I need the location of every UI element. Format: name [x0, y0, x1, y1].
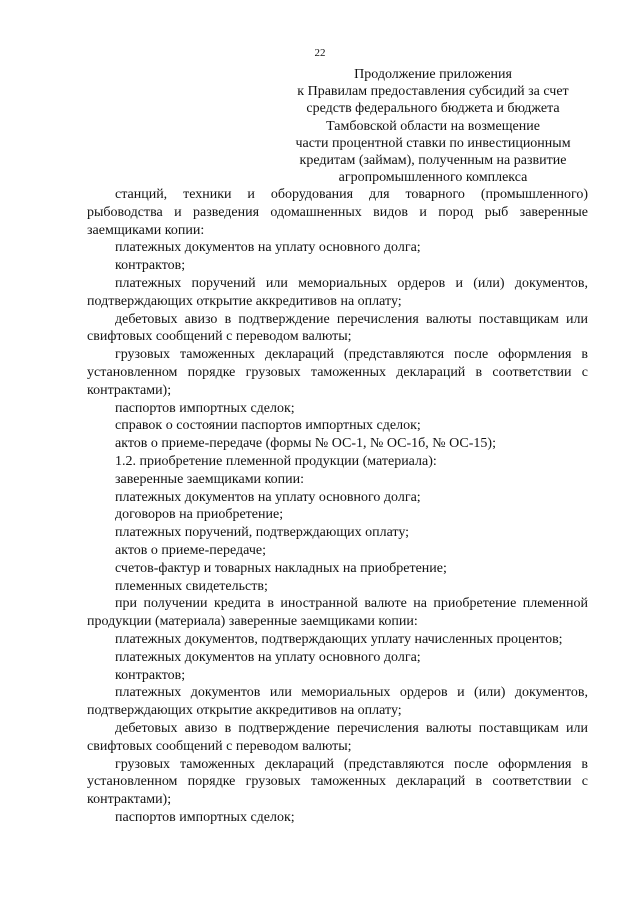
body-paragraph: грузовых таможенных деклараций (представляются после оформления в установленном порядке грузовых таможенных деклараций в соответствии с контрактами); — [87, 347, 588, 398]
body-paragraph: паспортов импортных сделок; — [115, 400, 295, 416]
body-paragraph: дебетовых авизо в подтверждение перечисления валюты поставщикам или свифтовых сообщений с переводом валюты; — [87, 720, 588, 754]
body-paragraph: 1.2. приобретение племенной продукции (материала): — [115, 453, 437, 469]
body-paragraph: дебетовых авизо в подтверждение перечисления валюты поставщикам или свифтовых сообщений с переводом валюты; — [87, 311, 588, 345]
appendix-header — [268, 66, 598, 186]
header-line: средств федерального бюджета и бюджета — [306, 101, 560, 117]
body-paragraph: договоров на приобретение; — [115, 507, 284, 523]
body-paragraph: при получении кредита в иностранной валюте на приобретение племенной продукции (материала) заверенные заемщиками копии: — [87, 596, 588, 630]
body-paragraph: грузовых таможенных деклараций (представляются после оформления в установленном порядке грузовых таможенных деклараций в соответствии с контрактами); — [87, 756, 588, 808]
header-line: к Правилам предоставления субсидий за счет — [297, 84, 569, 100]
body-paragraph: актов о приеме-передаче (формы № ОС-1, № ОС-1б, № ОС-15); — [115, 436, 496, 452]
body-paragraph: платежных поручений или мемориальных ордеров и (или) документов, подтверждающих открытие аккредитивов на оплату; — [87, 275, 588, 309]
header-line: Тамбовской области на возмещение — [326, 118, 540, 134]
body-paragraph: платежных документов на уплату основного долга; — [115, 649, 421, 665]
body-paragraph: платежных документов на уплату основного долга; — [115, 240, 421, 256]
body-paragraph: платежных поручений, подтверждающих оплату; — [115, 525, 410, 541]
body-paragraph: платежных документов на уплату основного долга; — [115, 489, 421, 505]
body-paragraph: платежных документов, подтверждающих уплату начисленных процентов; — [115, 631, 563, 647]
body-paragraph: контрактов; — [115, 667, 186, 683]
body-paragraph: племенных свидетельств; — [115, 578, 268, 594]
header-line: части процентной ставки по инвестиционным — [295, 135, 571, 151]
document-body — [87, 186, 588, 827]
body-paragraph: заверенные заемщиками копии: — [115, 471, 305, 487]
body-paragraph: справок о состоянии паспортов импортных сделок; — [115, 418, 421, 434]
body-paragraph: станций, техники и оборудования для товарного (промышленного) рыбоводства и разведения одомашненных видов и пород рыб заверенные заемщиками копии: — [87, 187, 588, 238]
body-paragraph: паспортов импортных сделок; — [115, 809, 295, 825]
body-paragraph: контрактов; — [115, 258, 186, 274]
body-paragraph: счетов-фактур и товарных накладных на приобретение; — [115, 560, 447, 576]
body-paragraph: актов о приеме-передаче; — [115, 542, 266, 558]
page-number: 22 — [314, 47, 326, 59]
body-paragraph: платежных документов или мемориальных ордеров и (или) документов, подтверждающих открытие аккредитивов на оплату; — [87, 685, 588, 719]
header-line: Продолжение приложения — [354, 67, 512, 82]
header-line: кредитам (займам), полученным на развитие — [299, 153, 567, 169]
header-line: агропромышленного комплекса — [338, 170, 528, 186]
